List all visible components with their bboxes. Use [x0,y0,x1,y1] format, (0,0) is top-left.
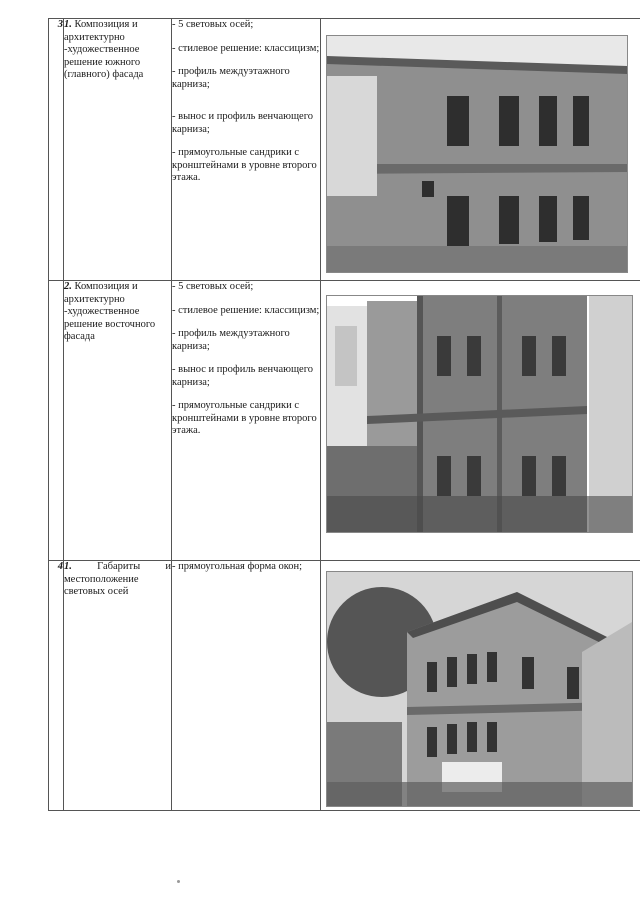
description-item: - стилевое решение: классицизм; [172,304,320,316]
element-text: Габариты и местоположение световых осей [64,561,172,597]
element-text: Композиция и архитектурно -художественное решение южного (главного) фасада [64,19,144,80]
element-cell [64,19,172,281]
description-cell [172,281,321,561]
element-index: 1. [64,561,72,572]
description-cell [172,19,321,281]
element-text: Композиция и архитектурно -художественное решение восточного фасада [64,281,156,342]
element-cell [64,561,172,811]
photo-cell [321,281,640,561]
facade-photo [326,35,628,273]
photo-cell [321,561,640,811]
description-item: - 5 световых осей; [172,19,254,30]
description-item: - прямоугольная форма окон; [172,561,303,572]
scan-speck [177,880,180,883]
description-item: - профиль междуэтажного карниза; [172,328,290,352]
description-item: - вынос и профиль венчающего карниза; [172,364,313,388]
description-item: - профиль междуэтажного карниза; [172,66,290,90]
description-item: - 5 световых осей; [172,281,254,292]
row-number [49,281,64,561]
row-number: 3 [49,19,64,281]
table-row [49,281,640,561]
description-item: - прямоугольные сандрики с кронштейнами в уровне второго этажа. [172,147,317,183]
element-index: 1. [64,19,72,30]
facade-photo [326,295,633,533]
element-index: 2. [64,281,72,292]
description-cell [172,561,321,811]
table-row [49,19,640,281]
row-number: 4 [49,561,64,811]
element-cell [64,281,172,561]
description-item: - вынос и профиль венчающего карниза; [172,111,313,135]
description-item: - прямоугольные сандрики с кронштейнами в уровне второго этажа. [172,400,317,436]
monument-elements-table [48,18,640,811]
description-item: - стилевое решение: классицизм; [172,42,320,54]
facade-photo [326,571,633,807]
table-row [49,561,640,811]
photo-cell [321,19,640,281]
